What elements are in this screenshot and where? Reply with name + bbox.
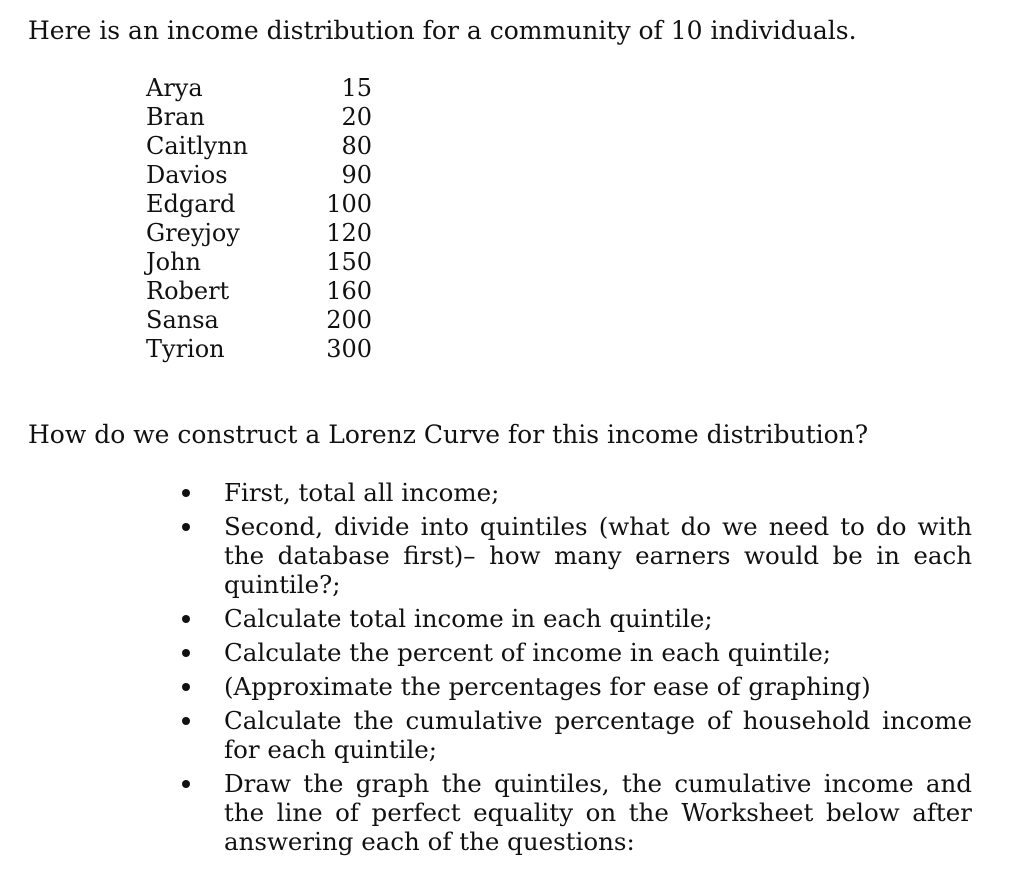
person-name: Davios [146, 161, 228, 189]
list-item [182, 512, 972, 599]
person-name: Greyjoy [146, 219, 240, 247]
table-row [146, 190, 378, 219]
income-value: 90 [341, 161, 372, 189]
table-row [146, 74, 378, 103]
bullet-icon [182, 706, 224, 725]
table-row [146, 132, 378, 161]
table-row [146, 335, 378, 364]
income-value: 300 [326, 335, 372, 363]
bullet-icon [182, 769, 224, 788]
step-text: Draw the graph the quintiles, the cumulative income and the line of perfect equality on the Worksheet below after answering each of the questions: [224, 769, 972, 856]
person-name: John [146, 248, 201, 276]
table-row [146, 219, 378, 248]
person-name: Sansa [146, 306, 219, 334]
intro-paragraph: Here is an income distribution for a community of 10 individuals. [28, 16, 857, 45]
bullet-icon [182, 512, 224, 531]
income-value: 20 [341, 103, 372, 131]
step-text: Calculate total income in each quintile; [224, 604, 713, 633]
step-text: First, total all income; [224, 478, 500, 507]
income-value: 200 [326, 306, 372, 334]
list-item [182, 706, 972, 764]
list-item [182, 769, 972, 856]
bullet-icon [182, 672, 224, 691]
bullet-icon [182, 604, 224, 623]
table-row [146, 103, 378, 132]
income-value: 120 [326, 219, 372, 247]
steps-list [182, 478, 972, 861]
list-item [182, 638, 972, 667]
step-text: Calculate the percent of income in each quintile; [224, 638, 832, 667]
income-value: 160 [326, 277, 372, 305]
table-row [146, 161, 378, 190]
income-value: 100 [326, 190, 372, 218]
person-name: Tyrion [146, 335, 225, 363]
income-value: 150 [326, 248, 372, 276]
income-value: 80 [341, 132, 372, 160]
bullet-icon [182, 478, 224, 497]
bullet-icon [182, 638, 224, 657]
list-item [182, 478, 972, 507]
step-text: Calculate the cumulative percentage of household income for each quintile; [224, 706, 972, 764]
list-item [182, 604, 972, 633]
list-item [182, 672, 972, 701]
step-text: Second, divide into quintiles (what do we need to do with the database first)– how many earners would be in each quintile?; [224, 512, 972, 599]
income-value: 15 [341, 74, 372, 102]
person-name: Robert [146, 277, 230, 305]
table-row [146, 306, 378, 335]
income-table [146, 74, 378, 364]
step-text: (Approximate the percentages for ease of graphing) [224, 672, 871, 701]
person-name: Caitlynn [146, 132, 249, 160]
person-name: Edgard [146, 190, 236, 218]
question-paragraph: How do we construct a Lorenz Curve for this income distribution? [28, 420, 869, 449]
table-row [146, 277, 378, 306]
person-name: Bran [146, 103, 205, 131]
person-name: Arya [146, 74, 203, 102]
table-row [146, 248, 378, 277]
